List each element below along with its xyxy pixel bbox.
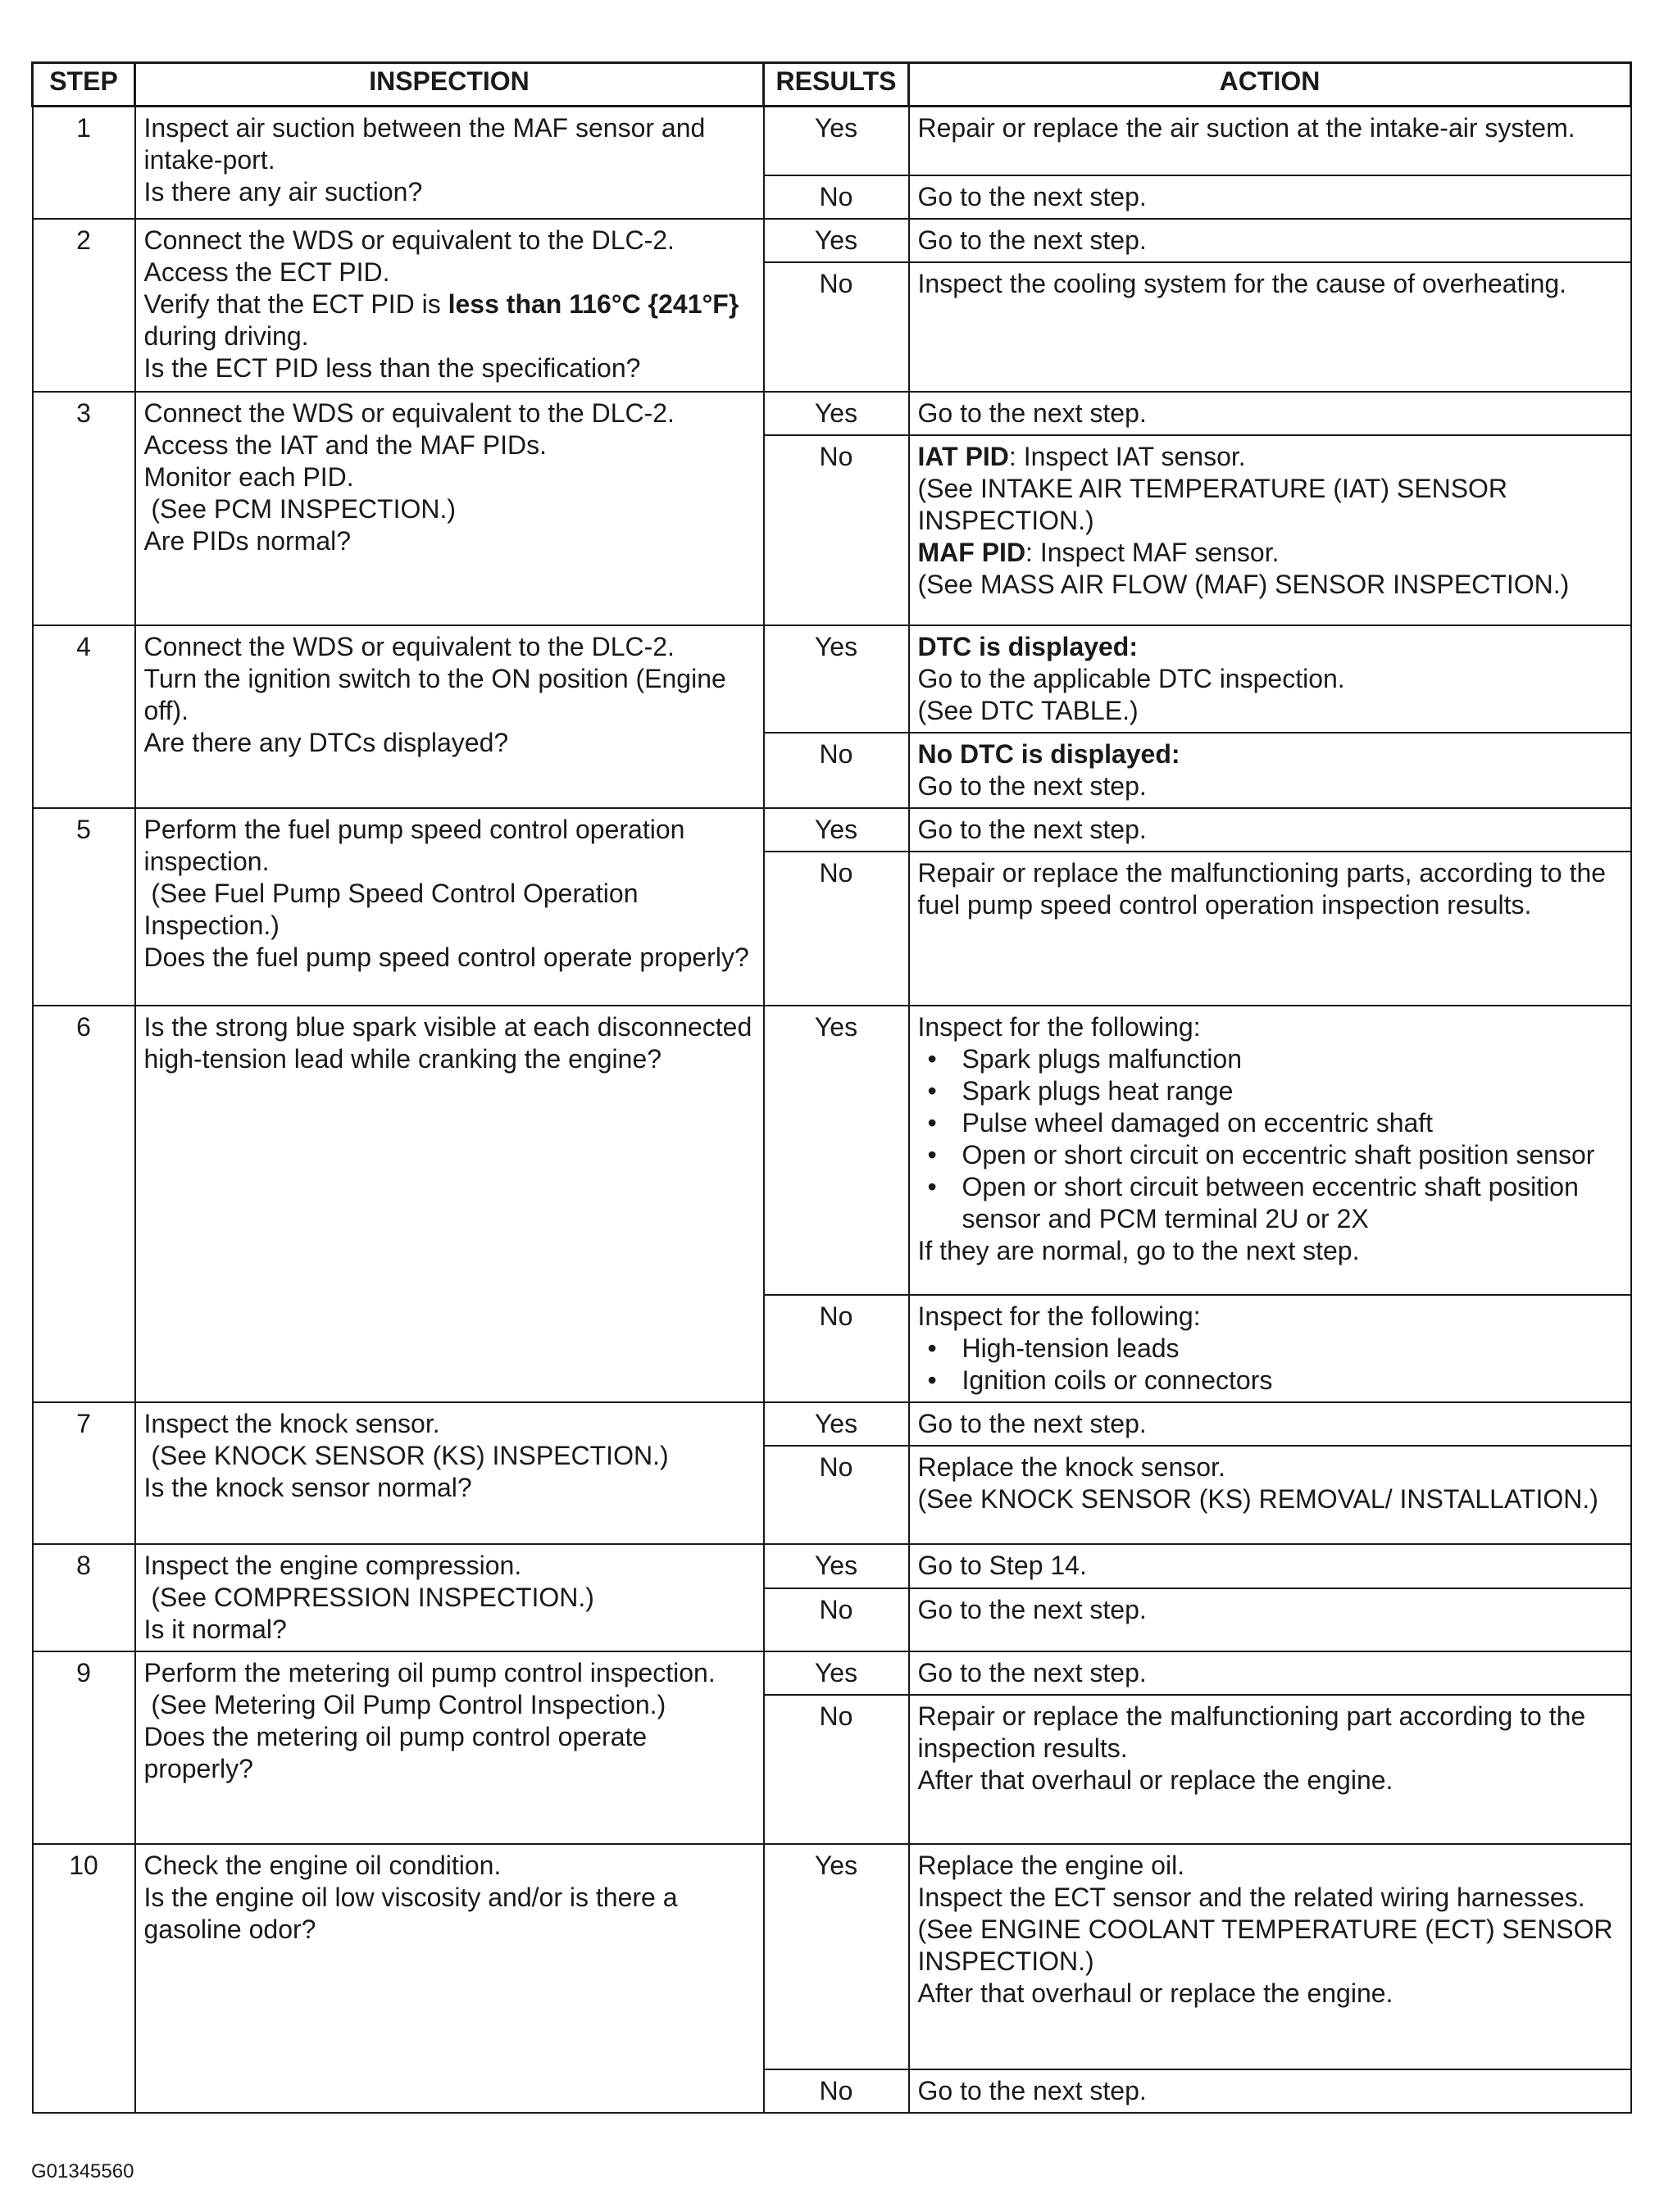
inspection-line: Are PIDs normal? <box>143 526 352 556</box>
inspection-cell <box>135 1006 764 1402</box>
inspection-line <box>144 288 755 352</box>
action-yes <box>909 808 1631 852</box>
result-yes: Yes <box>764 392 909 435</box>
action-line <box>918 1765 1622 1796</box>
action-bold-label: No DTC is displayed: <box>917 739 1180 769</box>
action-text: Go to the next step. <box>917 1409 1147 1438</box>
inspection-cell <box>135 107 764 220</box>
action-line <box>918 857 1622 921</box>
result-yes: Yes <box>764 1006 909 1295</box>
inspection-cell <box>135 1844 764 2113</box>
action-yes <box>909 625 1631 733</box>
action-text: Go to Step 14. <box>917 1551 1087 1580</box>
action-line <box>918 814 1622 846</box>
action-bullet-item: • Ignition coils or connectors <box>962 1365 1622 1397</box>
action-line <box>918 225 1622 257</box>
header-action: ACTION <box>909 63 1631 107</box>
action-text: Go to the next step. <box>917 1594 1147 1624</box>
action-line <box>918 695 1622 727</box>
action-text: After that overhaul or replace the engine. <box>917 1978 1393 2008</box>
inspection-line: Is the strong blue spark visible at each disconnected high-tension lead while cranking the engine? <box>143 1012 760 1074</box>
action-text: (See ENGINE COOLANT TEMPERATURE (ECT) SENSOR INSPECTION.) <box>917 1914 1613 1976</box>
action-text: Repair or replace the malfunctioning parts, according to the fuel pump speed control operation inspection results. <box>917 858 1607 920</box>
action-intro: Inspect for the following: <box>917 1301 1201 1331</box>
header-step: STEP <box>33 63 135 107</box>
inspection-cell <box>135 1544 764 1651</box>
table-row <box>33 1402 1631 1446</box>
inspection-line: Perform the metering oil pump control inspection. <box>143 1658 716 1687</box>
result-yes: Yes <box>764 1402 909 1446</box>
result-no: No <box>764 1446 909 1544</box>
inspection-cell <box>135 1402 764 1544</box>
action-line <box>918 631 1622 663</box>
action-bullet-item: • Spark plugs malfunction <box>962 1043 1622 1075</box>
action-yes <box>909 1402 1631 1446</box>
step-number: 1 <box>33 107 135 220</box>
inspection-line: Is the engine oil low viscosity and/or is there a gasoline odor? <box>143 1883 685 1944</box>
action-bold-label: IAT PID <box>917 442 1009 471</box>
table-header-row <box>33 63 1631 107</box>
inspection-line: (See PCM INSPECTION.) <box>143 494 456 524</box>
header-results: RESULTS <box>764 63 909 107</box>
result-yes: Yes <box>764 1844 909 2069</box>
table-row <box>33 107 1631 176</box>
result-no: No <box>764 1588 909 1651</box>
table-row <box>33 1544 1631 1588</box>
inspection-line: Is the ECT PID less than the specification? <box>143 353 641 383</box>
action-no <box>909 175 1631 219</box>
inspection-line: (See Metering Oil Pump Control Inspection.) <box>143 1690 666 1719</box>
result-yes: Yes <box>764 808 909 852</box>
diagnostic-procedure-table <box>31 61 1632 2114</box>
action-no <box>909 2069 1631 2113</box>
action-line <box>918 537 1622 569</box>
result-yes: Yes <box>764 219 909 262</box>
result-no: No <box>764 852 909 1006</box>
action-bullet-list <box>918 1333 1622 1397</box>
action-line <box>918 1657 1622 1689</box>
result-no: No <box>764 1695 909 1844</box>
action-text: After that overhaul or replace the engine. <box>917 1765 1393 1795</box>
inspection-cell <box>135 625 764 808</box>
inspection-cell <box>135 219 764 392</box>
action-line <box>918 181 1622 213</box>
action-no <box>909 1588 1631 1651</box>
step-number: 6 <box>33 1006 135 1402</box>
inspection-line: Perform the fuel pump speed control operation inspection. <box>143 815 693 876</box>
action-text: (See INTAKE AIR TEMPERATURE (IAT) SENSOR INSPECTION.) <box>917 474 1508 535</box>
inspection-line: Check the engine oil condition. <box>143 1851 502 1880</box>
action-line <box>918 1550 1622 1582</box>
result-no: No <box>764 1295 909 1402</box>
inspection-line: Connect the WDS or equivalent to the DLC-2. <box>143 225 675 255</box>
action-no <box>909 435 1631 625</box>
result-no: No <box>764 2069 909 2113</box>
table-row <box>33 1006 1631 1295</box>
action-no <box>909 733 1631 808</box>
action-text: Replace the knock sensor. <box>917 1452 1225 1482</box>
action-text: Go to the next step. <box>917 182 1147 211</box>
action-line <box>918 1483 1622 1515</box>
action-bullet-item: • Open or short circuit on eccentric shaft position sensor <box>962 1139 1622 1171</box>
step-number: 10 <box>33 1844 135 2113</box>
action-line <box>918 441 1622 473</box>
action-no <box>909 1695 1631 1844</box>
inspection-line: Does the fuel pump speed control operate properly? <box>143 942 749 972</box>
action-line <box>918 1408 1622 1440</box>
inspection-line: (See KNOCK SENSOR (KS) INSPECTION.) <box>143 1441 669 1470</box>
action-bullet-item: • High-tension leads <box>962 1333 1622 1365</box>
inspection-line: Inspect the knock sensor. <box>143 1409 440 1438</box>
inspection-line: Turn the ignition switch to the ON position (Engine off). <box>143 664 734 725</box>
action-text: (See KNOCK SENSOR (KS) REMOVAL/ INSTALLATION.) <box>917 1484 1598 1514</box>
action-line <box>918 397 1622 429</box>
action-line <box>918 1594 1622 1626</box>
inspection-line: Connect the WDS or equivalent to the DLC-2. <box>143 398 675 428</box>
action-line <box>918 1882 1622 1914</box>
result-yes: Yes <box>764 625 909 733</box>
action-text: Repair or replace the malfunctioning part according to the inspection results. <box>917 1701 1586 1763</box>
table-body <box>33 107 1631 2114</box>
action-bullet-item: • Open or short circuit between eccentric shaft position sensor and PCM terminal 2U or 2X <box>962 1171 1622 1235</box>
inspection-line: Does the metering oil pump control operate properly? <box>143 1722 655 1783</box>
figure-code: G01345560 <box>31 2160 134 2182</box>
action-text: (See DTC TABLE.) <box>917 696 1139 725</box>
inspection-cell <box>135 808 764 1006</box>
inspection-line: Is it normal? <box>143 1615 287 1644</box>
action-text: Go to the applicable DTC inspection. <box>917 664 1345 693</box>
action-yes <box>909 392 1631 435</box>
inspection-text: Verify that the ECT PID is <box>143 289 448 319</box>
action-line <box>918 738 1622 770</box>
action-line <box>918 1978 1622 2010</box>
action-yes <box>909 107 1631 176</box>
action-text: Go to the next step. <box>917 1658 1147 1687</box>
table-row <box>33 1651 1631 1695</box>
result-yes: Yes <box>764 107 909 176</box>
inspection-cell <box>135 1651 764 1844</box>
step-number: 7 <box>33 1402 135 1544</box>
action-line <box>918 112 1622 144</box>
action-text: Go to the next step. <box>917 815 1147 844</box>
action-bold-label: MAF PID <box>917 538 1026 567</box>
inspection-line: (See COMPRESSION INSPECTION.) <box>143 1583 594 1612</box>
table-row <box>33 625 1631 733</box>
result-no: No <box>764 175 909 219</box>
action-text: Replace the engine oil. <box>917 1851 1185 1880</box>
action-outro: If they are normal, go to the next step. <box>917 1236 1360 1265</box>
inspection-line: Access the IAT and the MAF PIDs. <box>143 430 547 460</box>
table-row <box>33 219 1631 262</box>
action-yes <box>909 1544 1631 1588</box>
step-number: 8 <box>33 1544 135 1651</box>
action-text: (See MASS AIR FLOW (MAF) SENSOR INSPECTION.) <box>917 570 1570 599</box>
result-no: No <box>764 435 909 625</box>
action-no <box>909 1295 1631 1402</box>
action-line <box>918 1850 1622 1882</box>
action-line <box>918 770 1622 802</box>
action-line <box>918 1914 1622 1978</box>
action-text: Inspect the ECT sensor and the related wiring harnesses. <box>917 1883 1585 1912</box>
action-line <box>918 2075 1622 2107</box>
action-text: Go to the next step. <box>917 771 1147 801</box>
action-bullet-list <box>918 1043 1622 1235</box>
action-no <box>909 262 1631 392</box>
action-bold-label: DTC is displayed: <box>917 632 1138 661</box>
action-text: Repair or replace the air suction at the intake-air system. <box>917 113 1575 143</box>
action-text: Go to the next step. <box>917 2076 1147 2105</box>
action-bullet-item: • Spark plugs heat range <box>962 1075 1622 1107</box>
header-inspection: INSPECTION <box>135 63 764 107</box>
result-no: No <box>764 733 909 808</box>
inspection-line: Inspect the engine compression. <box>143 1551 522 1580</box>
inspection-line: Inspect air suction between the MAF sensor and intake-port. <box>143 113 713 175</box>
action-yes <box>909 1651 1631 1695</box>
action-yes <box>909 219 1631 262</box>
action-line <box>918 1451 1622 1483</box>
step-number: 3 <box>33 392 135 625</box>
action-line <box>918 569 1622 601</box>
result-no: No <box>764 262 909 392</box>
inspection-line: Connect the WDS or equivalent to the DLC-2. <box>143 632 675 661</box>
action-text: : Inspect MAF sensor. <box>1025 538 1280 567</box>
step-number: 5 <box>33 808 135 1006</box>
result-yes: Yes <box>764 1544 909 1588</box>
action-text: Go to the next step. <box>917 225 1147 255</box>
table-row <box>33 808 1631 852</box>
step-number: 2 <box>33 219 135 392</box>
action-intro: Inspect for the following: <box>917 1012 1201 1042</box>
inspection-line: Monitor each PID. <box>143 462 354 492</box>
action-bullet-item: • Pulse wheel damaged on eccentric shaft <box>962 1107 1622 1139</box>
action-no <box>909 1446 1631 1544</box>
step-number: 4 <box>33 625 135 808</box>
inspection-text: during driving. <box>143 289 747 351</box>
step-number: 9 <box>33 1651 135 1844</box>
table-row <box>33 1844 1631 2069</box>
inspection-line: Is there any air suction? <box>143 177 423 207</box>
action-line <box>918 663 1622 695</box>
inspection-line: Are there any DTCs displayed? <box>143 728 509 757</box>
action-yes <box>909 1844 1631 2069</box>
action-text: : Inspect IAT sensor. <box>1008 442 1246 471</box>
action-line <box>918 1701 1622 1765</box>
action-text: Inspect the cooling system for the cause of overheating. <box>917 269 1567 298</box>
inspection-cell <box>135 392 764 625</box>
inspection-line: (See Fuel Pump Speed Control Operation Inspection.) <box>143 879 646 940</box>
action-no <box>909 852 1631 1006</box>
inspection-line: Access the ECT PID. <box>143 257 390 287</box>
table-row <box>33 392 1631 435</box>
result-yes: Yes <box>764 1651 909 1695</box>
inspection-spec-value: less than 116°C {241°F} <box>448 289 739 319</box>
action-line <box>918 473 1622 537</box>
action-text: Go to the next step. <box>917 398 1147 428</box>
inspection-line: Is the knock sensor normal? <box>143 1473 472 1502</box>
action-line <box>918 268 1622 300</box>
action-yes <box>909 1006 1631 1295</box>
